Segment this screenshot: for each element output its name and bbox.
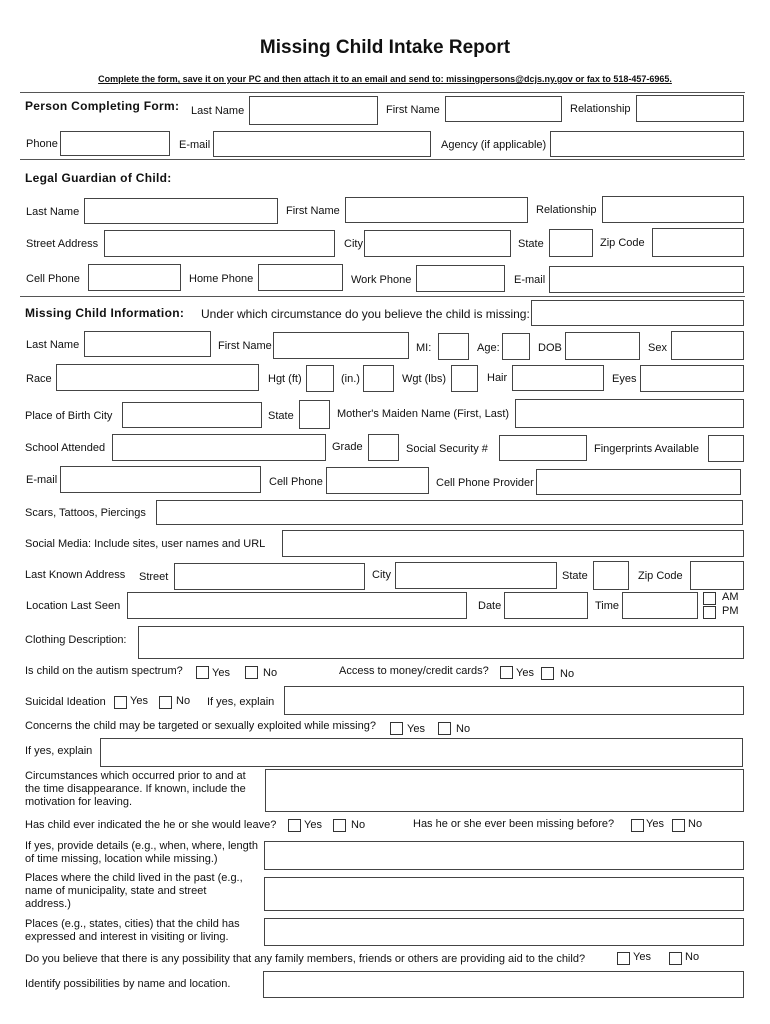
- label: Time: [595, 600, 620, 612]
- label: DOB: [538, 342, 562, 354]
- label: PM: [722, 605, 739, 617]
- label: Yes: [646, 818, 664, 830]
- child-race-field[interactable]: [56, 364, 259, 391]
- label: City: [372, 569, 391, 581]
- leave-yes-checkbox[interactable]: [288, 819, 301, 832]
- label: Zip Code: [600, 237, 645, 249]
- child-birth-state-field[interactable]: [299, 400, 330, 429]
- label: Yes: [130, 695, 148, 707]
- suicidal-no-checkbox[interactable]: [159, 696, 172, 709]
- child-cell-provider-field[interactable]: [536, 469, 741, 495]
- label: Access to money/credit cards?: [339, 665, 489, 677]
- label: Race: [26, 373, 52, 385]
- child-maiden-name-field[interactable]: [515, 399, 744, 428]
- label: State: [268, 410, 294, 422]
- label: Last Name: [26, 206, 80, 218]
- aid-yes-checkbox[interactable]: [617, 952, 630, 965]
- child-birth-city-field[interactable]: [122, 402, 262, 428]
- page-title: Missing Child Intake Report: [259, 37, 511, 58]
- label: Hgt (ft): [268, 373, 302, 385]
- label: Is child on the autism spectrum?: [25, 665, 183, 677]
- circumstance-field[interactable]: [531, 300, 744, 326]
- label: Suicidal Ideation: [25, 696, 106, 708]
- label: Yes: [516, 667, 534, 679]
- label: Hair: [487, 372, 508, 384]
- money-yes-checkbox[interactable]: [500, 666, 513, 679]
- label: Social Security #: [406, 443, 488, 455]
- label: Place of Birth City: [25, 410, 113, 422]
- child-last-zip-field[interactable]: [690, 561, 744, 590]
- divider: [20, 92, 745, 93]
- child-eyes-field[interactable]: [640, 365, 744, 392]
- divider: [20, 159, 745, 160]
- guardian-city-field[interactable]: [364, 230, 511, 257]
- guardian-zip-field[interactable]: [652, 228, 744, 257]
- money-no-checkbox[interactable]: [541, 667, 554, 680]
- label: Has child ever indicated the he or she would leave?: [25, 819, 277, 831]
- label: No: [263, 667, 278, 679]
- child-cell-field[interactable]: [326, 467, 429, 494]
- guardian-state-field[interactable]: [549, 229, 593, 257]
- exploited-no-checkbox[interactable]: [438, 722, 451, 735]
- label: Identify possibilities by name and location.: [25, 978, 231, 990]
- label: AM: [722, 591, 739, 603]
- label: Places where the child lived in the past (e.g., name of municipality, state and street address.): [25, 872, 243, 910]
- label: School Attended: [25, 442, 106, 454]
- person-last-name-field[interactable]: [249, 96, 378, 125]
- label: Yes: [633, 951, 651, 963]
- person-relationship-field[interactable]: [636, 95, 744, 122]
- child-height-ft-field[interactable]: [306, 365, 334, 392]
- child-height-in-field[interactable]: [363, 365, 394, 392]
- label: Work Phone: [351, 274, 412, 286]
- label: Circumstances which occurred prior to and at the time disappearance. If known, include the motivation for leaving.: [25, 770, 246, 808]
- guardian-last-name-field[interactable]: [84, 198, 278, 224]
- child-time-field[interactable]: [622, 592, 698, 619]
- label: No: [685, 951, 700, 963]
- child-first-name-field[interactable]: [273, 332, 409, 359]
- child-last-state-field[interactable]: [593, 561, 629, 590]
- label: Last Known Address: [25, 569, 126, 581]
- label: No: [456, 723, 471, 735]
- label: Eyes: [612, 373, 637, 385]
- child-fingerprints-field[interactable]: [708, 435, 744, 462]
- label: State: [562, 570, 588, 582]
- identify-field[interactable]: [263, 971, 744, 998]
- label: Last Name: [191, 105, 245, 117]
- instructions: Complete the form, save it on your PC and then attach it to an email and send to: missingpersons@dcjs.ny.gov or fax to 518-457-6965.: [98, 74, 672, 84]
- missing-before-no-checkbox[interactable]: [672, 819, 685, 832]
- label: City: [344, 238, 363, 250]
- child-clothing-field[interactable]: [138, 626, 744, 659]
- person-agency-field[interactable]: [550, 131, 744, 157]
- details-field[interactable]: [264, 841, 744, 870]
- child-last-name-field[interactable]: [84, 331, 211, 357]
- places-interest-field[interactable]: [264, 918, 744, 946]
- circumstances-field[interactable]: [265, 769, 744, 812]
- label: First Name: [386, 104, 440, 116]
- label: Zip Code: [638, 570, 683, 582]
- suicidal-explain-field[interactable]: [284, 686, 744, 715]
- label: First Name: [286, 205, 340, 217]
- child-mi-field[interactable]: [438, 333, 469, 360]
- label: Mother's Maiden Name (First, Last): [337, 408, 510, 420]
- child-last-city-field[interactable]: [395, 562, 557, 589]
- label: MI:: [416, 342, 432, 354]
- child-last-street-field[interactable]: [174, 563, 365, 590]
- label: No: [351, 819, 366, 831]
- child-sex-field[interactable]: [671, 331, 744, 360]
- guardian-street-field[interactable]: [104, 230, 335, 257]
- label: Age:: [477, 342, 500, 354]
- exploited-yes-checkbox[interactable]: [390, 722, 403, 735]
- child-weight-field[interactable]: [451, 365, 478, 392]
- divider: [20, 296, 745, 297]
- label: Wgt (lbs): [402, 373, 446, 385]
- label: Clothing Description:: [25, 634, 127, 646]
- guardian-work-phone-field[interactable]: [416, 265, 505, 292]
- label: Concerns the child may be targeted or sexually exploited while missing?: [25, 720, 376, 732]
- section-heading-person: Person Completing Form:: [25, 99, 180, 113]
- leave-no-checkbox[interactable]: [333, 819, 346, 832]
- child-social-media-field[interactable]: [282, 530, 744, 557]
- guardian-cell-field[interactable]: [88, 264, 181, 291]
- label: Home Phone: [189, 273, 254, 285]
- label: Social Media: Include sites, user names and URL: [25, 538, 266, 550]
- label: Fingerprints Available: [594, 443, 699, 455]
- child-age-field[interactable]: [502, 333, 530, 360]
- label: First Name: [218, 340, 272, 352]
- label: Relationship: [570, 103, 631, 115]
- label: Places (e.g., states, cities) that the child has expressed and interest in visiting or living.: [25, 918, 240, 943]
- label: Scars, Tattoos, Piercings: [25, 507, 146, 519]
- guardian-home-phone-field[interactable]: [258, 264, 343, 291]
- aid-no-checkbox[interactable]: [669, 952, 682, 965]
- label: E-mail: [514, 274, 546, 286]
- autism-no-checkbox[interactable]: [245, 666, 258, 679]
- child-date-field[interactable]: [504, 592, 588, 619]
- label: Agency (if applicable): [441, 139, 547, 151]
- pm-checkbox[interactable]: [703, 606, 716, 619]
- suicidal-yes-checkbox[interactable]: [114, 696, 127, 709]
- label: If yes, explain: [207, 696, 275, 708]
- label: Location Last Seen: [26, 600, 121, 612]
- child-location-field[interactable]: [127, 592, 467, 619]
- label: If yes, provide details (e.g., when, where, length of time missing, location while missing.): [25, 840, 258, 865]
- am-checkbox[interactable]: [703, 592, 716, 605]
- label: Cell Phone: [269, 476, 323, 488]
- label: Yes: [212, 667, 230, 679]
- label: No: [176, 695, 191, 707]
- section-heading-child: Missing Child Information:: [25, 306, 185, 320]
- circumstance-question: Under which circumstance do you believe the child is missing:: [201, 307, 530, 321]
- guardian-email-field[interactable]: [549, 266, 744, 293]
- child-hair-field[interactable]: [512, 365, 604, 391]
- child-dob-field[interactable]: [565, 332, 640, 360]
- label: (in.): [341, 373, 360, 385]
- label: Yes: [407, 723, 425, 735]
- label: No: [688, 818, 703, 830]
- autism-yes-checkbox[interactable]: [196, 666, 209, 679]
- label: Last Name: [26, 339, 80, 351]
- label: Phone: [26, 138, 58, 150]
- label: Cell Phone: [26, 273, 80, 285]
- label: Street: [139, 571, 169, 583]
- child-ssn-field[interactable]: [499, 435, 587, 461]
- label: If yes, explain: [25, 745, 93, 757]
- label: Sex: [648, 342, 667, 354]
- label: No: [560, 668, 575, 680]
- child-scars-field[interactable]: [156, 500, 743, 525]
- label: Cell Phone Provider: [436, 477, 534, 489]
- label: Date: [478, 600, 502, 612]
- person-email-field[interactable]: [213, 131, 431, 157]
- label: Has he or she ever been missing before?: [413, 818, 615, 830]
- label: Relationship: [536, 204, 597, 216]
- label: Street Address: [26, 238, 99, 250]
- child-email-field[interactable]: [60, 466, 261, 493]
- child-grade-field[interactable]: [368, 434, 399, 461]
- label: E-mail: [26, 474, 58, 486]
- child-school-field[interactable]: [112, 434, 326, 461]
- missing-before-yes-checkbox[interactable]: [631, 819, 644, 832]
- guardian-first-name-field[interactable]: [345, 197, 528, 223]
- exploited-explain-field[interactable]: [100, 738, 743, 767]
- guardian-relationship-field[interactable]: [602, 196, 744, 223]
- label: Grade: [332, 441, 363, 453]
- label: Do you believe that there is any possibility that any family members, friends or others are providing aid to the child?: [25, 953, 586, 965]
- person-phone-field[interactable]: [60, 131, 170, 156]
- places-lived-field[interactable]: [264, 877, 744, 911]
- person-first-name-field[interactable]: [445, 96, 562, 122]
- label: E-mail: [179, 139, 211, 151]
- section-heading-guardian: Legal Guardian of Child:: [25, 171, 172, 185]
- label: State: [518, 238, 544, 250]
- label: Yes: [304, 819, 322, 831]
